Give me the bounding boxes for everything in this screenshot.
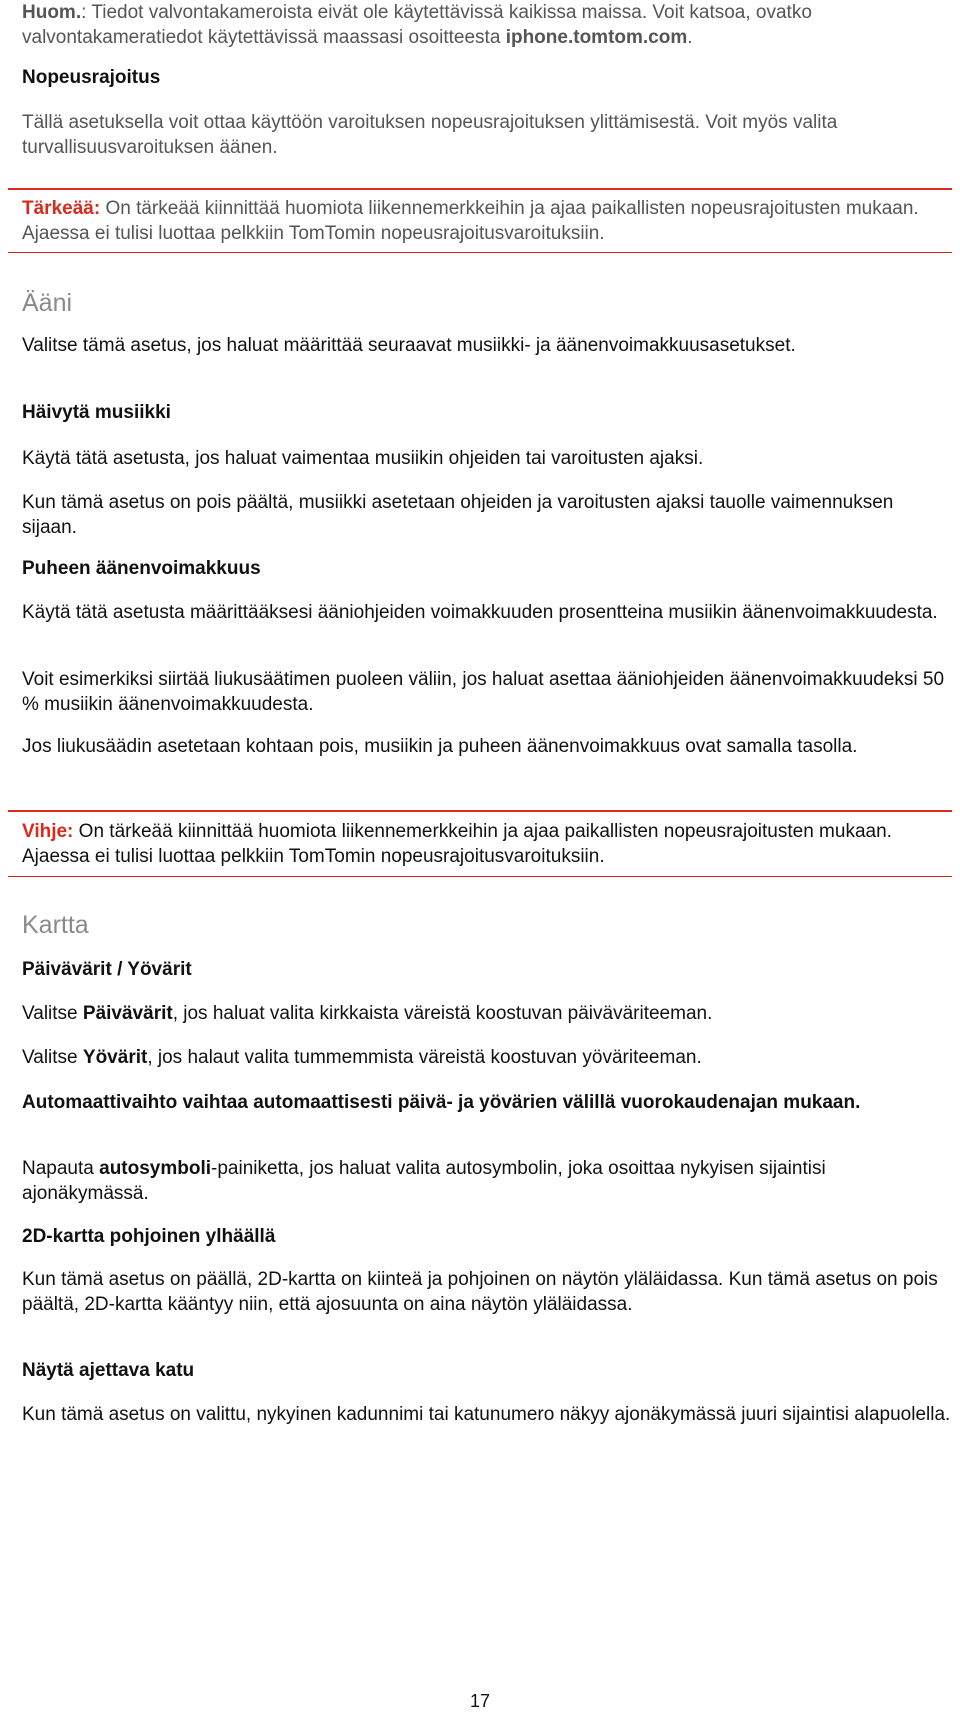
tip-box (22, 819, 952, 869)
night-colors-term: Yövärit (82, 1047, 148, 1068)
day-post: , jos haluat valita kirkkaista väreistä koostuvan päiväväriteeman. (172, 1003, 713, 1024)
note-text: : Tiedot valvontakameroista eivät ole käytettävissä kaikissa maissa. Voit katsoa, ovatko valvontakameratiedot käytettävissä maassasi osoitteesta (22, 2, 812, 48)
speech-volume-p3: Jos liukusäädin asetetaan kohtaan pois, musiikin ja puheen äänenvoimakkuus ovat samalla tasolla. (22, 736, 858, 757)
day-colors-text (22, 1001, 952, 1026)
important-top-rule (8, 188, 952, 190)
car-symbol-text (22, 1156, 952, 1206)
speech-volume-p2: Voit esimerkiksi siirtää liukusäätimen puoleen väliin, jos haluat asettaa ääniohjeiden äänenvoimakkuudeksi 50 % musiikin äänenvoimakkuudesta. (22, 669, 945, 715)
tip-top-rule (8, 810, 952, 812)
page-number: 17 (469, 1691, 491, 1711)
day-night-heading: Päivävärit / Yövärit (22, 959, 192, 980)
auto-switch-text: Automaattivaihto vaihtaa automaattisesti päivä- ja yövärien välillä vuorokaudenajan mukaan. (22, 1092, 861, 1113)
day-pre: Valitse (22, 1003, 83, 1024)
fade-music-heading: Häivytä musiikki (22, 402, 171, 423)
note-label: Huom. (22, 2, 82, 23)
fade-music-p2: Kun tämä asetus on pois päältä, musiikki asetetaan ohjeiden ja varoitusten ajaksi tauolle vaimennuksen sijaan. (22, 492, 894, 538)
night-colors-text (22, 1045, 952, 1070)
speed-limit-heading: Nopeusrajoitus (22, 67, 161, 88)
fade-music-p1: Käytä tätä asetusta, jos haluat vaimentaa musiikin ohjeiden tai varoitusten ajaksi. (22, 448, 704, 469)
show-street-heading: Näytä ajettava katu (22, 1360, 195, 1381)
north-up-body: Kun tämä asetus on päällä, 2D-kartta on kiinteä ja pohjoinen on näytön yläläidassa. Kun tämä asetus on pois päältä, 2D-kartta kääntyy niin, että ajosuunta on aina näytön yläläidassa. (22, 1269, 938, 1315)
night-pre: Valitse (22, 1047, 83, 1068)
speech-volume-heading: Puheen äänenvoimakkuus (22, 558, 261, 579)
section-title-map: Kartta (22, 911, 89, 939)
important-box (22, 196, 952, 246)
sound-intro: Valitse tämä asetus, jos haluat määrittää seuraavat musiikki- ja äänenvoimakkuusasetukset. (22, 335, 796, 356)
important-text: On tärkeää kiinnittää huomiota liikennemerkkeihin ja ajaa paikallisten nopeusrajoitusten mukaan. Ajaessa ei tulisi luottaa pelkkiin TomTomin nopeusrajoitusvaroituksiin. (22, 198, 919, 244)
symbol-pre: Napauta (22, 1158, 100, 1179)
note-end: . (687, 27, 693, 48)
car-symbol-term: autosymboli (99, 1158, 212, 1179)
day-colors-term: Päivävärit (82, 1003, 173, 1024)
tip-label: Vihje: (22, 821, 74, 842)
section-title-sound: Ääni (22, 289, 73, 317)
show-street-body: Kun tämä asetus on valittu, nykyinen kadunnimi tai katunumero näkyy ajonäkymässä juuri sijaintisi alapuolella. (22, 1404, 951, 1425)
speech-volume-p1: Käytä tätä asetusta määrittääksesi ääniohjeiden voimakkuuden prosentteina musiikin äänenvoimakkuudesta. (22, 602, 938, 623)
important-label: Tärkeää: (22, 198, 101, 219)
note-link[interactable]: iphone.tomtom.com (505, 27, 688, 48)
tip-text: On tärkeää kiinnittää huomiota liikennemerkkeihin ja ajaa paikallisten nopeusrajoitusten mukaan. Ajaessa ei tulisi luottaa pelkkiin TomTomin nopeusrajoitusvaroituksiin. (22, 821, 892, 867)
note-paragraph (22, 0, 952, 50)
tip-bottom-rule (8, 876, 952, 877)
north-up-heading: 2D-kartta pohjoinen ylhäällä (22, 1226, 276, 1247)
night-post: , jos halaut valita tummemmista väreistä koostuvan yöväriteeman. (147, 1047, 702, 1068)
speed-limit-body: Tällä asetuksella voit ottaa käyttöön varoituksen nopeusrajoituksen ylittämisestä. Voit myös valita turvallisuusvaroituksen äänen. (22, 112, 838, 158)
important-bottom-rule (8, 252, 952, 253)
symbol-post: -painiketta, jos haluat valita autosymbolin, joka osoittaa nykyisen sijaintisi ajonäkymässä. (22, 1158, 826, 1204)
